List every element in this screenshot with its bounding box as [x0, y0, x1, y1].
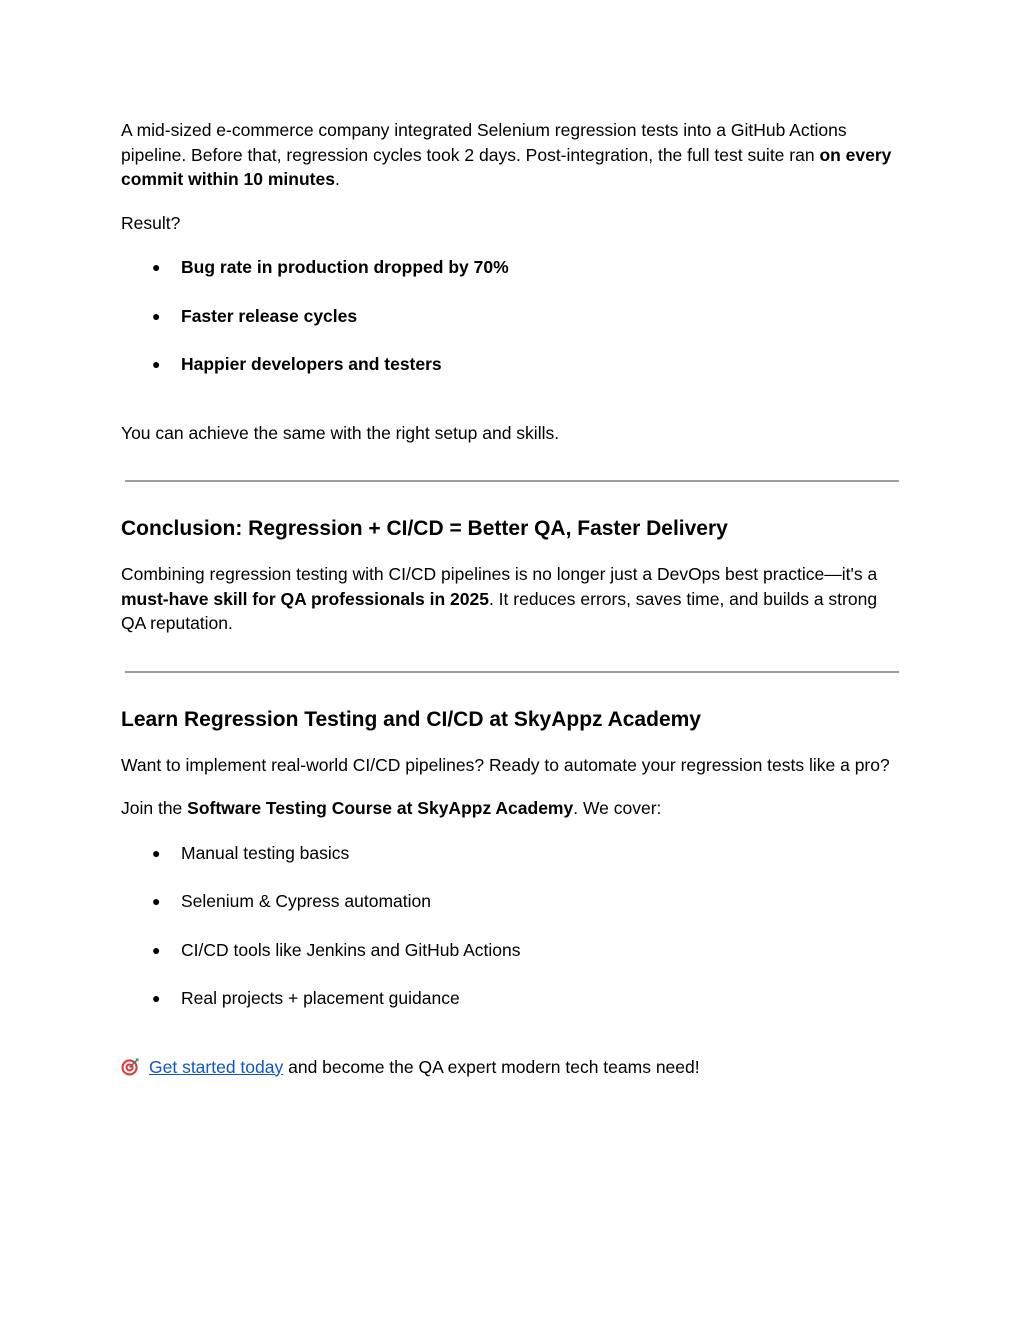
result-label: Result? — [121, 212, 181, 233]
bullet-icon: ● — [152, 844, 161, 861]
intro-paragraph — [121, 118, 899, 192]
list-item — [121, 889, 899, 914]
learn-question-paragraph: Want to implement real-world CI/CD pipelines? Ready to automate your regression tests like a pro? — [121, 754, 890, 775]
section-divider — [125, 671, 899, 673]
join-text: Join the — [121, 798, 188, 818]
learn-heading: Learn Regression Testing and CI/CD at SkyAppz Academy — [121, 707, 701, 731]
intro-text: A mid-sized e-commerce company integrated Selenium regression tests into a GitHub Actions pipeline. Before that, regression cycles took 2 days. Post-integration, the full test suite ran — [121, 120, 847, 165]
cta-text: and become the QA expert modern tech teams need! — [283, 1056, 700, 1077]
bullet-icon: ● — [152, 307, 161, 324]
topics-list — [121, 841, 899, 1011]
results-list — [121, 255, 899, 377]
bullet-icon: ● — [152, 893, 161, 909]
join-text-end: . We cover: — [573, 798, 662, 818]
get-started-link[interactable]: Get started today — [149, 1056, 284, 1077]
achieve-paragraph: You can achieve the same with the right setup and skills. — [121, 422, 560, 443]
list-item-text: Bug rate in production dropped by 70% — [181, 257, 509, 277]
bullet-icon: ● — [152, 259, 161, 275]
conclusion-paragraph — [121, 562, 899, 636]
list-item — [121, 352, 899, 377]
conclusion-text: Combining regression testing with CI/CD pipelines is no longer just a DevOps best practice—it's a — [121, 564, 878, 584]
direct-hit-target-icon — [121, 1057, 140, 1076]
bullet-icon: ● — [152, 941, 161, 958]
conclusion-text-end: . It reduces errors, saves time, and builds a strong QA reputation. — [121, 588, 878, 633]
list-item-text: CI/CD tools like Jenkins and GitHub Actions — [181, 939, 521, 960]
list-item-text: Selenium & Cypress automation — [181, 891, 431, 911]
bullet-icon: ● — [152, 356, 161, 372]
course-name: Software Testing Course at SkyAppz Academy — [187, 798, 574, 818]
list-item — [121, 255, 899, 280]
list-item — [121, 986, 899, 1011]
bullet-icon: ● — [152, 990, 161, 1006]
list-item — [121, 841, 899, 866]
list-item-text: Happier developers and testers — [181, 354, 442, 374]
conclusion-bold-text: must-have skill for QA professionals in 2025 — [121, 588, 489, 609]
intro-bold-text: on every commit within 10 minutes — [121, 144, 892, 189]
list-item — [121, 938, 899, 963]
section-divider — [125, 480, 899, 482]
intro-text-end: . — [334, 169, 340, 189]
list-item-text: Real projects + placement guidance — [181, 988, 460, 1008]
list-item — [121, 304, 899, 329]
document-page — [121, 118, 899, 1079]
list-item-text: Faster release cycles — [181, 305, 358, 326]
cta-paragraph — [121, 1055, 899, 1080]
list-item-text: Manual testing basics — [181, 842, 350, 863]
join-paragraph — [121, 796, 899, 821]
conclusion-heading: Conclusion: Regression + CI/CD = Better QA, Faster Delivery — [121, 517, 728, 540]
